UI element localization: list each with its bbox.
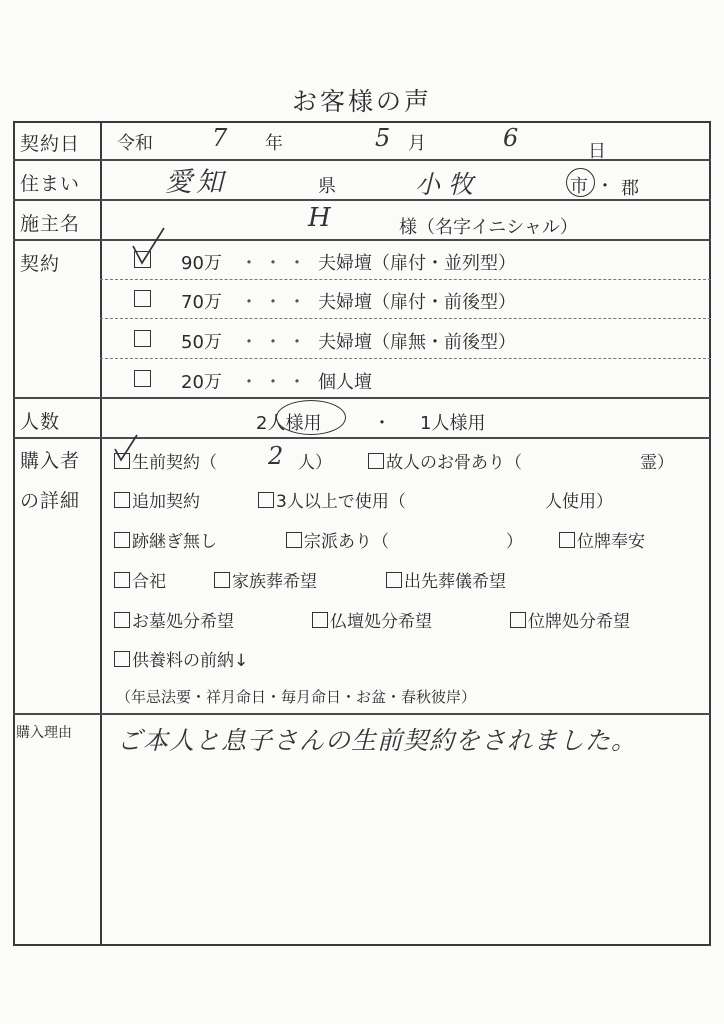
- sect-text: 宗派あり（: [304, 532, 389, 552]
- two-person-option[interactable]: 2人様用: [256, 413, 322, 434]
- option-50-price: 50万: [181, 332, 222, 353]
- client-suffix: 様（名字イニシャル）: [399, 217, 578, 238]
- sect-checkbox[interactable]: [286, 532, 302, 548]
- client-name-label: 施主名: [20, 213, 81, 235]
- row-divider: [13, 713, 711, 715]
- tablet-disposal-checkbox[interactable]: [510, 612, 526, 628]
- altar-disposal-text: 仏壇処分希望: [330, 612, 432, 632]
- three-plus-checkbox[interactable]: [258, 492, 274, 508]
- option-70-checkbox[interactable]: [134, 290, 151, 307]
- altar-disposal-checkbox[interactable]: [312, 612, 328, 628]
- outside-funeral-checkbox[interactable]: [386, 572, 402, 588]
- year-value: 7: [212, 124, 228, 152]
- month-value: 5: [375, 124, 391, 152]
- altar-disposal-item[interactable]: [312, 607, 432, 632]
- sect-item[interactable]: [286, 527, 389, 552]
- no-heir-item[interactable]: [114, 527, 217, 552]
- dashed-divider: [100, 318, 711, 319]
- three-plus-close: 人使用）: [545, 492, 613, 512]
- year-unit: 年: [265, 133, 283, 154]
- additional-item[interactable]: [114, 487, 200, 512]
- prefecture-value: 愛知: [165, 167, 227, 198]
- option-50-desc: 夫婦壇（扉無・前後型）: [318, 332, 516, 353]
- tablet-checkbox[interactable]: [559, 532, 575, 548]
- grave-disposal-item[interactable]: [114, 607, 234, 632]
- pre-contract-item[interactable]: [114, 448, 217, 473]
- client-initial: H: [308, 203, 331, 233]
- offering-text: 供養料の前納↓: [132, 651, 249, 671]
- additional-checkbox[interactable]: [114, 492, 130, 508]
- tablet-disposal-text: 位牌処分希望: [528, 612, 630, 632]
- row-divider: [13, 397, 711, 399]
- month-unit: 月: [408, 133, 426, 154]
- dashed-divider: [100, 358, 711, 359]
- no-heir-text: 跡継ぎ無し: [132, 532, 217, 552]
- form-title: お客様の声: [291, 87, 432, 116]
- tablet-text: 位牌奉安: [577, 532, 645, 552]
- option-70-price: 70万: [181, 292, 222, 313]
- row-divider: [13, 199, 711, 201]
- option-90-checkbox[interactable]: [134, 251, 151, 268]
- dashed-divider: [100, 279, 711, 280]
- pre-contract-text: 生前契約（: [132, 453, 217, 473]
- people-label: 人数: [20, 411, 61, 433]
- residence-label: 住まい: [20, 173, 81, 195]
- row-divider: [13, 159, 711, 161]
- option-70-desc: 夫婦壇（扉付・前後型）: [318, 292, 516, 313]
- grave-disposal-checkbox[interactable]: [114, 612, 130, 628]
- district-option: 郡: [621, 178, 639, 199]
- option-20-dots: ・・・: [240, 372, 312, 393]
- reason-text: ご本人と息子さんの生前契約をされました。: [117, 726, 638, 755]
- offering-checkbox[interactable]: [114, 651, 130, 667]
- remains-checkbox[interactable]: [368, 453, 384, 469]
- contract-label: 契約: [20, 253, 61, 275]
- option-20-desc: 個人壇: [318, 372, 372, 393]
- prefecture-unit: 県: [318, 176, 336, 197]
- grave-disposal-text: お墓処分希望: [132, 612, 234, 632]
- option-separator: ・: [596, 176, 614, 197]
- joint-checkbox[interactable]: [114, 572, 130, 588]
- joint-text: 合祀: [132, 572, 166, 592]
- row-divider: [13, 239, 711, 241]
- one-person-option[interactable]: 1人様用: [420, 413, 486, 434]
- remains-close: 霊）: [640, 453, 674, 473]
- outside-funeral-text: 出先葬儀希望: [404, 572, 506, 592]
- sect-close: ）: [506, 532, 523, 552]
- era-text: 令和: [117, 133, 153, 154]
- city-value: 小牧: [415, 170, 482, 199]
- remains-item[interactable]: [368, 448, 522, 473]
- contract-date-label: 契約日: [20, 133, 81, 155]
- three-plus-item[interactable]: [258, 487, 406, 512]
- pre-contract-checkbox[interactable]: [114, 453, 130, 469]
- day-value: 6: [503, 124, 519, 152]
- label-column-divider: [100, 121, 102, 946]
- option-90-dots: ・・・: [240, 253, 312, 274]
- tablet-item[interactable]: [559, 527, 645, 552]
- buyer-label-line2: の詳細: [20, 490, 81, 512]
- option-20-checkbox[interactable]: [134, 370, 151, 387]
- option-50-dots: ・・・: [240, 332, 312, 353]
- additional-text: 追加契約: [132, 492, 200, 512]
- pre-contract-close: 人）: [298, 453, 332, 473]
- tablet-disposal-item[interactable]: [510, 607, 630, 632]
- family-funeral-item[interactable]: [214, 567, 317, 592]
- reason-label: 購入理由: [16, 725, 72, 741]
- offering-item[interactable]: [114, 646, 248, 671]
- family-funeral-checkbox[interactable]: [214, 572, 230, 588]
- city-option: 市: [570, 176, 588, 197]
- joint-item[interactable]: [114, 567, 166, 592]
- family-funeral-text: 家族葬希望: [232, 572, 317, 592]
- outside-funeral-item[interactable]: [386, 567, 506, 592]
- two-person-selected-circle: [276, 400, 346, 435]
- option-90-desc: 夫婦壇（扉付・並列型）: [318, 253, 516, 274]
- pre-contract-count: 2: [268, 442, 284, 470]
- offering-note: （年忌法要・祥月命日・毎月命日・お盆・春秋彼岸）: [116, 688, 477, 706]
- option-20-price: 20万: [181, 372, 222, 393]
- people-separator: ・: [373, 413, 391, 434]
- option-50-checkbox[interactable]: [134, 330, 151, 347]
- no-heir-checkbox[interactable]: [114, 532, 130, 548]
- option-70-dots: ・・・: [240, 292, 312, 313]
- three-plus-text: 3人以上で使用（: [276, 492, 406, 512]
- day-unit: 日: [588, 141, 606, 162]
- remains-text: 故人のお骨あり（: [386, 453, 522, 473]
- buyer-label-line1: 購入者: [20, 450, 81, 472]
- option-90-price: 90万: [181, 253, 222, 274]
